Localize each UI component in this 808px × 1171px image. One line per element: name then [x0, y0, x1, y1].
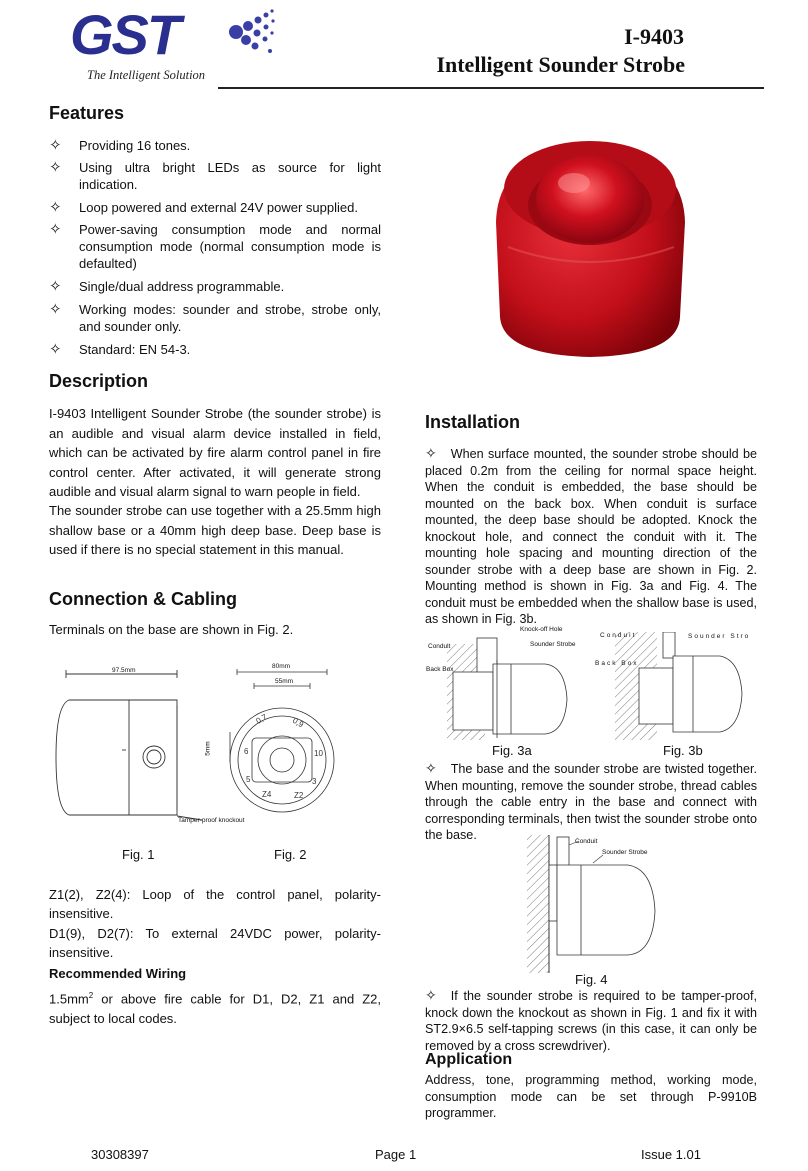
svg-text:0,9: 0,9	[291, 715, 306, 730]
star-bullet-icon: ✧	[49, 301, 62, 318]
star-bullet-icon: ✧	[49, 278, 62, 295]
installation-text: If the sounder strobe is required to be tamper-proof, knock down the knockout as shown in Fig. 1 and fix it with ST2.9×6.5 self-tapping screws (in this case, it can only be removed by a cross screwdriver).	[425, 989, 757, 1053]
installation-paragraph	[425, 760, 757, 844]
fig4-drawing	[523, 835, 683, 975]
star-bullet-icon: ✧	[425, 987, 437, 1003]
star-bullet-icon: ✧	[425, 760, 437, 776]
star-bullet-icon: ✧	[425, 445, 437, 461]
features-heading: Features	[49, 103, 125, 123]
fig3b-label-backbox: Back Box	[595, 660, 639, 667]
fig2-drawing	[222, 662, 337, 822]
fig2-dimension-outer: 80mm	[272, 663, 291, 670]
svg-text:Z4: Z4	[262, 790, 272, 799]
application-heading: Application	[425, 1051, 513, 1068]
fig3b-label-strobe: Sounder Stro	[688, 633, 751, 640]
feature-item: ✧ Power-saving consumption mode and normal consumption mode (normal consumption mode is defaulted)	[49, 221, 381, 271]
sounder-strobe-photo	[488, 127, 693, 359]
tagline: The Intelligent Solution	[87, 68, 206, 82]
svg-text:Z2: Z2	[294, 791, 304, 800]
fig3b-label-conduit: Conduit	[600, 632, 637, 639]
svg-text:5: 5	[246, 775, 251, 784]
fig3a-caption: Fig. 3a	[492, 743, 532, 758]
star-bullet-icon: ✧	[49, 159, 62, 176]
connection-heading: Connection & Cabling	[49, 589, 237, 609]
installation-text: When surface mounted, the sounder strobe should be placed 0.2m from the ceiling for normal space height. When the conduit is embedded, the base should be mounted on the back box. When conduit is surface mounted, the deep base should be adopted. Knock the knockout hole, and connect the conduit with it. The mounting hole spacing and mounting direction of the sounder strobe with a deep base are shown in Fig. 2. Mounting method is shown in Fig. 3a and Fig. 4. The conduit must be embedded when the shallow base is used, as shown in Fig. 3b.	[425, 447, 757, 626]
footer-page: Page 1	[375, 1147, 417, 1162]
wiring-rest: or above fire cable for D1, D2, Z1 and Z2, subject to local codes.	[49, 991, 381, 1026]
feature-item: ✧ Working modes: sounder and strobe, strobe only, and sounder only.	[49, 301, 381, 334]
star-bullet-icon: ✧	[49, 199, 62, 216]
wiring-sup: 2	[88, 991, 94, 1000]
gst-logo: GST	[70, 3, 180, 66]
model-number: I-9403	[624, 24, 684, 49]
installation-paragraph	[425, 987, 757, 1054]
document-title	[384, 22, 684, 51]
product-name: Intelligent Sounder Strobe	[436, 52, 685, 77]
description-heading: Description	[49, 371, 149, 391]
fig2-caption: Fig. 2	[274, 847, 307, 862]
feature-item: ✧ Loop powered and external 24V power supplied.	[49, 199, 358, 216]
logo-dots-icon	[222, 6, 278, 62]
feature-item: ✧ Providing 16 tones.	[49, 137, 191, 154]
installation-text: The base and the sounder strobe are twisted together. When mounting, remove the sounder strobe, thread cables through the cable entry in the base and connect with corresponding terminals, then twist the sounder strobe onto the base.	[425, 762, 757, 842]
star-bullet-icon: ✧	[49, 341, 62, 358]
fig1-dimension: 97.5mm	[112, 667, 136, 674]
wiring-heading: Recommended Wiring	[49, 966, 187, 981]
svg-text:10: 10	[314, 749, 323, 758]
installation-paragraph	[425, 445, 757, 628]
fig1-knockout-label: Tamper-proof knockout	[178, 817, 245, 824]
wiring-size: 1.5mm	[49, 991, 89, 1007]
footer-doc-number: 30308397	[91, 1147, 149, 1162]
fig3a-label-knockoff: Knock-off Hole	[520, 626, 563, 633]
fig3a-label-backbox: Back Box	[426, 666, 454, 673]
feature-item: ✧ Using ultra bright LEDs as source for light indication.	[49, 159, 381, 192]
fig3a-label-strobe: Sounder Strobe	[530, 641, 576, 648]
fig4-caption: Fig. 4	[575, 972, 608, 987]
fig3a-label-conduit: Conduit	[428, 643, 451, 650]
feature-item: ✧ Standard: EN 54-3.	[49, 341, 191, 358]
fig3b-drawing	[595, 632, 755, 742]
fig4-label-conduit: Conduit	[575, 838, 598, 845]
terminal-z-description: Z1(2), Z2(4): Loop of the control panel, polarity-insensitive.	[49, 887, 381, 921]
connection-intro: Terminals on the base are shown in Fig. 2.	[49, 622, 294, 637]
terminal-d-description: D1(9), D2(7): To external 24VDC power, polarity-insensitive.	[49, 926, 381, 960]
description-paragraph: The sounder strobe can use together with a 25.5mm high shallow base or a 40mm high deep base. Deep base is used if there is no special statement in this manual.	[49, 503, 381, 557]
wiring-text	[49, 986, 381, 1028]
footer-issue: Issue 1.01	[641, 1147, 701, 1162]
svg-text:0,7: 0,7	[254, 712, 269, 726]
fig2-dimension-inner: 55mm	[275, 678, 294, 685]
fig1-caption: Fig. 1	[122, 847, 155, 862]
header-rule	[218, 87, 764, 89]
fig4-label-strobe: Sounder Strobe	[602, 849, 648, 856]
star-bullet-icon: ✧	[49, 221, 62, 238]
installation-heading: Installation	[425, 412, 521, 432]
feature-item: ✧ Single/dual address programmable.	[49, 278, 285, 295]
svg-text:6: 6	[244, 747, 249, 756]
application-text: Address, tone, programming method, working mode, consumption mode can be set through P-9910B programmer.	[425, 1073, 757, 1120]
fig3b-caption: Fig. 3b	[663, 743, 703, 758]
star-bullet-icon: ✧	[49, 137, 62, 154]
fig2-dimension-side: 5mm	[204, 741, 212, 756]
description-paragraph: I-9403 Intelligent Sounder Strobe (the sounder strobe) is an audible and visual alarm device installed in field, which can be activated by fire alarm control panel in fire control center. After activated, it will generate strong audible and visual alarm signal to warn people in field.	[49, 406, 381, 499]
svg-text:3: 3	[312, 777, 317, 786]
